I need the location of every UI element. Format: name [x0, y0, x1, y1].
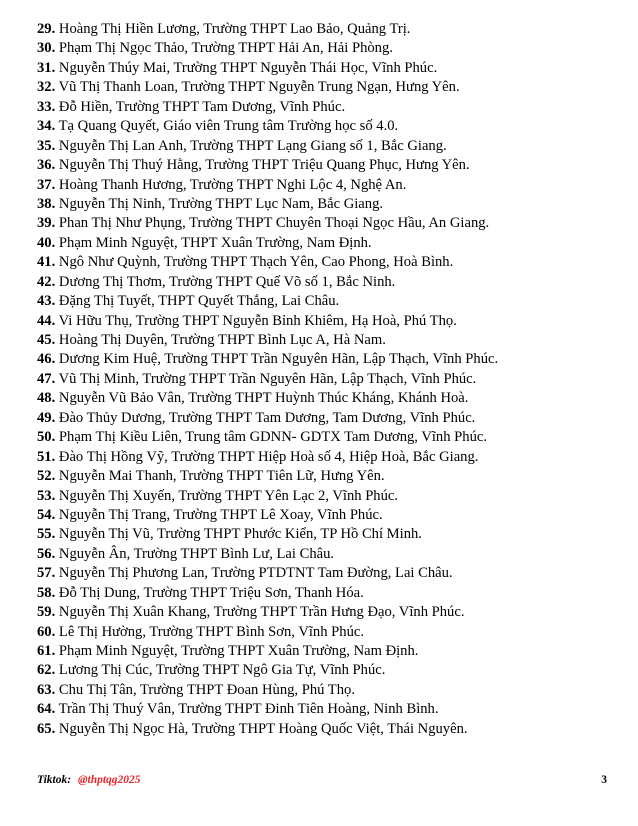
list-item	[37, 642, 607, 661]
list-item-number: 62.	[37, 662, 56, 679]
list-item-number: 37.	[37, 176, 56, 193]
list-item-number: 50.	[37, 429, 56, 446]
list-item-text: Nguyễn Thị Thuý Hằng, Trường THPT Triệu Quang Phục, Hưng Yên.	[58, 157, 470, 174]
list-item	[37, 448, 607, 467]
list-item	[37, 156, 607, 175]
list-item	[37, 623, 607, 642]
list-item-number: 61.	[37, 643, 56, 659]
contributor-list	[37, 20, 607, 739]
list-item-number: 34.	[37, 118, 56, 135]
list-item-number: 60.	[37, 623, 56, 640]
list-item-text: Phạm Thị Ngọc Thảo, Trường THPT Hải An, Hải Phòng.	[58, 40, 393, 57]
list-item	[37, 117, 607, 136]
list-item-text: Tạ Quang Quyết, Giáo viên Trung tâm Trường học số 4.0.	[58, 118, 399, 135]
list-item-text: Nguyễn Thị Lan Anh, Trường THPT Lạng Giang số 1, Bắc Giang.	[58, 137, 447, 154]
list-item	[37, 370, 607, 389]
footer-label: Tiktok:	[37, 774, 72, 786]
list-item-text: Nguyễn Thúy Mai, Trường THPT Nguyễn Thái Học, Vĩnh Phúc.	[58, 59, 438, 76]
list-item-number: 29.	[37, 21, 56, 37]
list-item-number: 49.	[37, 409, 56, 426]
list-item-number: 46.	[37, 351, 56, 368]
list-item-number: 64.	[37, 701, 56, 718]
page-number: 3	[601, 774, 607, 786]
list-item-text: Vũ Thị Thanh Loan, Trường THPT Nguyễn Trung Ngạn, Hưng Yên.	[58, 79, 460, 96]
list-item-text: Nguyễn Vũ Bảo Vân, Trường THPT Huỳnh Thúc Kháng, Khánh Hoà.	[58, 390, 469, 407]
list-item	[37, 525, 607, 544]
footer-tiktok-handle[interactable]: @thptqg2025	[77, 774, 141, 786]
list-item-number: 31.	[37, 59, 56, 76]
list-item-text: Lê Thị Hường, Trường THPT Bình Sơn, Vĩnh Phúc.	[58, 623, 364, 640]
list-item-number: 36.	[37, 157, 56, 174]
list-item	[37, 98, 607, 117]
list-item-text: Nguyễn Thị Phương Lan, Trường PTDTNT Tam Đường, Lai Châu.	[58, 565, 453, 582]
list-item-text: Nguyễn Thị Trang, Trường THPT Lê Xoay, Vĩnh Phúc.	[58, 506, 383, 523]
page-footer	[37, 774, 607, 792]
list-item	[37, 20, 607, 39]
list-item	[37, 78, 607, 97]
list-item-number: 57.	[37, 565, 56, 582]
list-item-number: 48.	[37, 390, 56, 407]
list-item-number: 54.	[37, 506, 56, 523]
list-item-number: 40.	[37, 234, 56, 251]
list-item-text: Ngô Như Quỳnh, Trường THPT Thạch Yên, Cao Phong, Hoà Bình.	[58, 254, 454, 271]
list-item	[37, 720, 607, 739]
list-item	[37, 389, 607, 408]
list-item	[37, 350, 607, 369]
list-item-number: 33.	[37, 98, 56, 115]
list-item-number: 53.	[37, 487, 56, 504]
list-item-text: Vi Hữu Thụ, Trường THPT Nguyễn Bỉnh Khiêm, Hạ Hoà, Phú Thọ.	[58, 312, 457, 329]
list-item	[37, 195, 607, 214]
list-item	[37, 292, 607, 311]
list-item-number: 51.	[37, 448, 56, 465]
list-item-number: 41.	[37, 254, 56, 271]
list-item	[37, 564, 607, 583]
list-item-text: Phạm Minh Nguyệt, THPT Xuân Trường, Nam Định.	[58, 234, 372, 251]
list-item-number: 52.	[37, 468, 56, 485]
list-item-number: 30.	[37, 40, 56, 57]
list-item-text: Đỗ Thị Dung, Trường THPT Triệu Sơn, Thanh Hóa.	[58, 584, 364, 601]
list-item-text: Đào Thị Hồng Vỹ, Trường THPT Hiệp Hoà số 4, Hiệp Hoà, Bắc Giang.	[58, 448, 479, 465]
list-item-text: Hoàng Thị Duyên, Trường THPT Bình Lục A, Hà Nam.	[58, 332, 386, 348]
list-item-text: Nguyễn Thị Vũ, Trường THPT Phước Kiển, TP Hồ Chí Minh.	[58, 526, 422, 543]
list-item-number: 32.	[37, 79, 56, 96]
list-item-text: Dương Kim Huệ, Trường THPT Trần Nguyên Hãn, Lập Thạch, Vĩnh Phúc.	[58, 351, 499, 368]
list-item-text: Phạm Minh Nguyệt, Trường THPT Xuân Trường, Nam Định.	[58, 643, 419, 659]
list-item-text: Hoàng Thị Hiền Lương, Trường THPT Lao Bảo, Quảng Trị.	[58, 21, 411, 37]
list-item-number: 45.	[37, 332, 56, 348]
list-item	[37, 506, 607, 525]
list-item-text: Lương Thị Cúc, Trường THPT Ngô Gia Tự, Vĩnh Phúc.	[58, 662, 386, 679]
list-item	[37, 409, 607, 428]
list-item-number: 47.	[37, 370, 56, 387]
list-item-text: Đỗ Hiền, Trường THPT Tam Dương, Vĩnh Phúc.	[58, 98, 346, 115]
list-item-text: Dương Thị Thơm, Trường THPT Quế Võ số 1, Bắc Ninh.	[58, 273, 396, 290]
list-item-text: Hoàng Thanh Hương, Trường THPT Nghi Lộc 4, Nghệ An.	[58, 176, 407, 193]
list-item	[37, 331, 607, 350]
list-item-text: Đào Thủy Dương, Trường THPT Tam Dương, Tam Dương, Vĩnh Phúc.	[58, 409, 476, 426]
list-item-text: Nguyễn Thị Xuyến, Trường THPT Yên Lạc 2, Vĩnh Phúc.	[58, 487, 399, 504]
list-item-text: Nguyễn Ân, Trường THPT Bình Lư, Lai Châu.	[58, 545, 335, 562]
list-item	[37, 253, 607, 272]
list-item-text: Chu Thị Tân, Trường THPT Đoan Hùng, Phú Thọ.	[58, 681, 355, 698]
list-item-text: Nguyễn Thị Ngọc Hà, Trường THPT Hoàng Quốc Việt, Thái Nguyên.	[58, 720, 468, 737]
list-item-text: Đặng Thị Tuyết, THPT Quyết Thắng, Lai Châu.	[58, 293, 340, 310]
list-item-text: Nguyễn Thị Ninh, Trường THPT Lục Nam, Bắc Giang.	[58, 195, 384, 212]
list-item	[37, 214, 607, 233]
list-item-text: Trần Thị Thuý Vân, Trường THPT Đinh Tiên Hoàng, Ninh Bình.	[58, 701, 439, 718]
list-item-number: 56.	[37, 545, 56, 562]
list-item	[37, 545, 607, 564]
list-item	[37, 681, 607, 700]
list-item-text: Phạm Thị Kiều Liên, Trung tâm GDNN- GDTX Tam Dương, Vĩnh Phúc.	[58, 429, 487, 446]
list-item-number: 38.	[37, 195, 56, 212]
list-item-number: 58.	[37, 584, 56, 601]
list-item	[37, 467, 607, 486]
list-item	[37, 59, 607, 78]
list-item-number: 44.	[37, 312, 56, 329]
list-item	[37, 603, 607, 622]
list-item	[37, 273, 607, 292]
list-item-text: Nguyễn Mai Thanh, Trường THPT Tiên Lữ, Hưng Yên.	[58, 468, 385, 485]
list-item	[37, 700, 607, 719]
list-item-number: 59.	[37, 604, 56, 621]
list-item-text: Vũ Thị Minh, Trường THPT Trần Nguyên Hãn, Lập Thạch, Vĩnh Phúc.	[58, 370, 477, 387]
list-item-number: 39.	[37, 215, 56, 232]
list-item	[37, 137, 607, 156]
list-item	[37, 661, 607, 680]
list-item-text: Phan Thị Như Phụng, Trường THPT Chuyên Thoại Ngọc Hầu, An Giang.	[58, 215, 490, 232]
list-item-number: 35.	[37, 137, 56, 154]
list-item-number: 43.	[37, 293, 56, 310]
list-item	[37, 584, 607, 603]
list-item-number: 65.	[37, 720, 56, 737]
list-item	[37, 487, 607, 506]
list-item-text: Nguyễn Thị Xuân Khang, Trường THPT Trần Hưng Đạo, Vĩnh Phúc.	[58, 604, 465, 621]
list-item	[37, 428, 607, 447]
list-item-number: 42.	[37, 273, 56, 290]
list-item	[37, 234, 607, 253]
list-item-number: 55.	[37, 526, 56, 543]
list-item	[37, 176, 607, 195]
list-item	[37, 312, 607, 331]
list-item	[37, 39, 607, 58]
list-item-number: 63.	[37, 681, 56, 698]
